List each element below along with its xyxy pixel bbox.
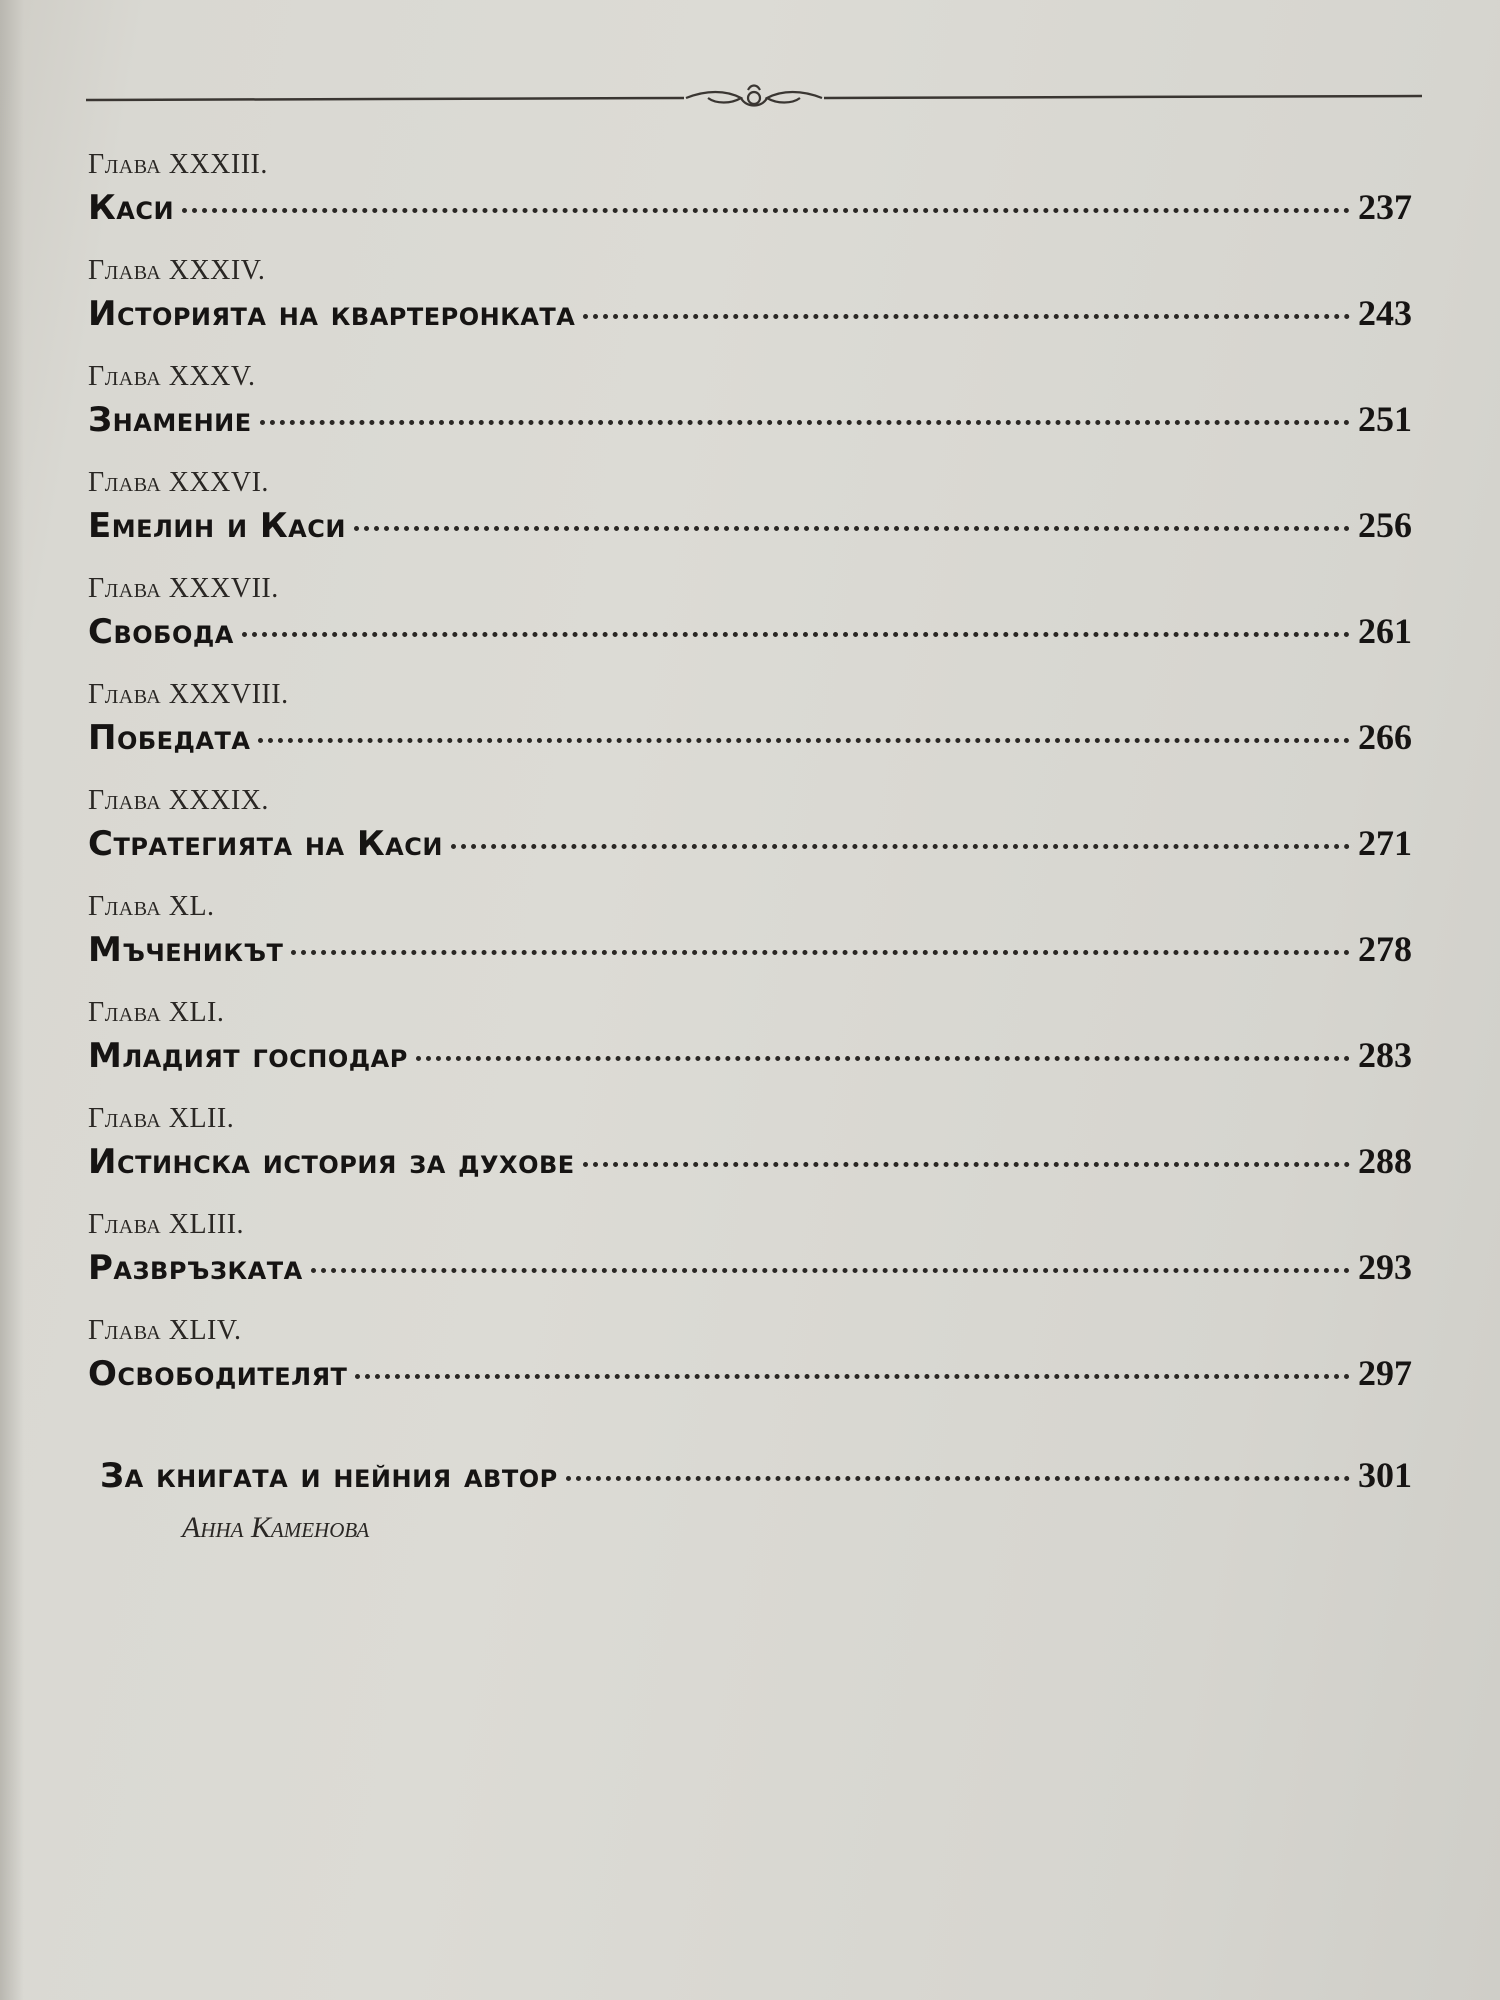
toc-title-line — [88, 184, 1412, 234]
dot-leader — [311, 1268, 1350, 1273]
toc-entry[interactable] — [88, 466, 1412, 572]
table-of-contents — [88, 148, 1412, 1420]
page-number: 283 — [1358, 1035, 1412, 1075]
dot-leader — [258, 738, 1350, 743]
toc-title-line — [88, 608, 1412, 658]
chapter-title: Свобода — [88, 612, 234, 652]
chapter-label: Глава XXXIII. — [88, 149, 268, 180]
toc-entry[interactable] — [88, 1102, 1412, 1208]
appendix-author: Анна Каменова — [182, 1511, 370, 1544]
page-number: 293 — [1358, 1247, 1412, 1287]
toc-entry[interactable] — [88, 360, 1412, 466]
dot-leader — [354, 526, 1350, 531]
toc-title-line — [88, 1244, 1412, 1294]
dot-leader — [242, 632, 1350, 637]
dot-leader — [451, 844, 1350, 849]
chapter-title: Каси — [88, 188, 175, 228]
toc-entry[interactable] — [88, 1208, 1412, 1314]
chapter-label: Глава XLI. — [88, 997, 225, 1028]
toc-title-line — [88, 1138, 1412, 1188]
dot-leader — [291, 950, 1350, 955]
page-number: 301 — [1358, 1455, 1412, 1495]
dot-leader — [260, 420, 1350, 425]
toc-entry[interactable] — [88, 678, 1412, 784]
chapter-label: Глава XLIV. — [88, 1315, 242, 1346]
toc-entry[interactable] — [88, 784, 1412, 890]
chapter-label: Глава XLIII. — [88, 1209, 245, 1240]
chapter-title: Знамение — [88, 400, 252, 440]
chapter-title: Емелин и Каси — [88, 506, 346, 546]
toc-title-line — [88, 1032, 1412, 1082]
chapter-title: Стратегията на Каси — [88, 824, 443, 864]
chapter-label: Глава XXXIX. — [88, 785, 269, 816]
toc-title-line — [88, 820, 1412, 870]
toc-title-line — [88, 502, 1412, 552]
page-number: 237 — [1358, 187, 1412, 227]
dot-leader — [355, 1374, 1350, 1379]
page-number: 251 — [1358, 399, 1412, 439]
toc-entry[interactable] — [88, 1314, 1412, 1420]
chapter-title: Младият господар — [88, 1036, 408, 1076]
toc-title-line — [88, 714, 1412, 764]
page-number: 271 — [1358, 823, 1412, 863]
dot-leader — [583, 1162, 1350, 1167]
dot-leader — [566, 1476, 1350, 1481]
page-number: 256 — [1358, 505, 1412, 545]
chapter-title: Историята на квартеронката — [88, 294, 576, 334]
page-number: 266 — [1358, 717, 1412, 757]
chapter-label: Глава XLII. — [88, 1103, 235, 1134]
toc-title-line — [100, 1452, 1412, 1502]
page-number: 243 — [1358, 293, 1412, 333]
dot-leader — [182, 208, 1350, 213]
chapter-title: Мъченикът — [88, 930, 284, 970]
flourish-ornament-icon — [686, 86, 822, 106]
toc-title-line — [88, 290, 1412, 340]
toc-entry[interactable] — [88, 890, 1412, 996]
ornamental-header-rule — [86, 80, 1422, 120]
page-number: 297 — [1358, 1353, 1412, 1393]
appendix-entry[interactable] — [100, 1452, 1412, 1548]
dot-leader — [416, 1056, 1350, 1061]
chapter-label: Глава XL. — [88, 891, 215, 922]
toc-title-line — [88, 396, 1412, 446]
chapter-label: Глава XXXVII. — [88, 573, 279, 604]
toc-entry[interactable] — [88, 996, 1412, 1102]
toc-entry[interactable] — [88, 254, 1412, 360]
appendix-title: За книгата и нейния автор — [100, 1456, 558, 1496]
toc-entry[interactable] — [88, 148, 1412, 254]
chapter-label: Глава XXXIV. — [88, 255, 266, 286]
toc-title-line — [88, 1350, 1412, 1400]
chapter-title: Освободителят — [88, 1354, 348, 1394]
chapter-title: Победата — [88, 718, 251, 758]
chapter-title: Истинска история за духове — [88, 1142, 575, 1182]
chapter-label: Глава XXXVI. — [88, 467, 269, 498]
dot-leader — [583, 314, 1350, 319]
chapter-label: Глава XXXV. — [88, 361, 256, 392]
page-number: 278 — [1358, 929, 1412, 969]
page-number: 261 — [1358, 611, 1412, 651]
chapter-title: Развръзката — [88, 1248, 303, 1288]
toc-entry[interactable] — [88, 572, 1412, 678]
page-number: 288 — [1358, 1141, 1412, 1181]
chapter-label: Глава XXXVIII. — [88, 679, 289, 710]
toc-title-line — [88, 926, 1412, 976]
page-gutter-shadow — [0, 0, 24, 2000]
